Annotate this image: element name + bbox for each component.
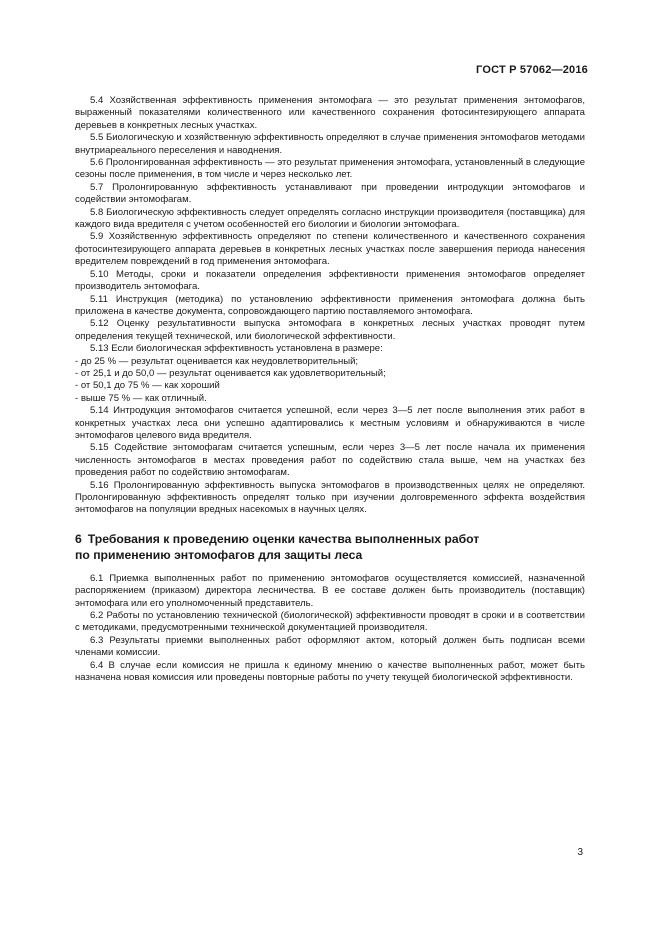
paragraph-5-11: 5.11 Инструкция (методика) по установлению эффективности применения энтомофага должна быть приложена в качестве документа, сопровождающего партию поставляемого энтомофага. — [75, 293, 585, 317]
paragraph-5-6: 5.6 Пролонгированная эффективность — это результат применения энтомофага, установленный в следующие сезоны после применения, в том числе и через несколько лет. — [75, 157, 585, 181]
paragraph-5-9: 5.9 Хозяйственную эффективность определяют по степени количественного и качественного сохранения фотосинтезирующего аппарата деревьев в конкретных лесных участках после завершения периода нанесения вредителем повреждений в год применения энтомофага. — [75, 231, 585, 268]
document-body — [75, 95, 585, 684]
paragraph-5-13: 5.13 Если биологическая эффективность установлена в размере: — [90, 343, 383, 355]
section-title-line1: Требования к проведению оценки качества выполненных работ — [87, 531, 480, 546]
list-item: - выше 75 % — как отличный. — [75, 392, 207, 404]
section-title-line2: по применению энтомофагов для защиты леса — [75, 547, 363, 562]
section-number: 6 — [75, 531, 82, 546]
paragraph-6-3: 6.3 Результаты приемки выполненных работ оформляют актом, который должен быть подписан всеми членами комиссии. — [75, 634, 585, 659]
section-heading — [75, 531, 585, 563]
paragraph-5-15: 5.15 Содействие энтомофагам считается успешным, если через 3—5 лет после начала их применения численность энтомофагов в местах проведения работ по содействию стала выше, чем на участках без проведения работ по содействию энтомофагам. — [75, 442, 585, 479]
paragraph-5-7: 5.7 Пролонгированную эффективность устанавливают при проведении интродукции энтомофагов и содействии энтомофагам. — [75, 181, 585, 206]
paragraph-5-8: 5.8 Биологическую эффективность следует определять согласно инструкции производителя (поставщика) для каждого вида вредителя с учетом особенностей его биологии и биологии энтомофага. — [75, 206, 585, 231]
list-item: - до 25 % — результат оценивается как неудовлетворительный; — [75, 355, 359, 367]
list-item: - от 25,1 и до 50,0 — результат оценивается как удовлетворительный; — [75, 367, 386, 379]
paragraph-6-1: 6.1 Приемка выполненных работ по применению энтомофагов осуществляется комиссией, назначенной распоряжением (приказом) директора лесничества. В ее составе должен быть производитель (поставщик) энтомофага или его уполномоченный представитель. — [75, 572, 585, 609]
page-number: 3 — [577, 847, 583, 858]
list-item: - от 50,1 до 75 % — как хороший — [75, 380, 220, 392]
paragraph-5-12: 5.12 Оценку результативности выпуска энтомофага в конкретных лесных участках проводят путем определения текущей технической, или биологической эффективности. — [75, 318, 585, 342]
standard-code: ГОСТ Р 57062—2016 — [476, 64, 588, 76]
paragraph-6-2: 6.2 Работы по установлению технической (биологической) эффективности проводят в сроки и в соответствии с методиками, предусмотренными технической документацией производителя. — [75, 610, 585, 634]
paragraph-5-5: 5.5 Биологическую и хозяйственную эффективность определяют в случае применения энтомофагов методами внутриареального переселения и наводнения. — [75, 132, 585, 156]
paragraph-5-10: 5.10 Методы, сроки и показатели определения эффективности применения энтомофагов определяет производитель энтомофага. — [75, 268, 585, 293]
paragraph-5-4: 5.4 Хозяйственная эффективность применения энтомофага — это результат применения энтомофагов, выраженный показателями количественного или качественного сохранения фотосинтезирующего аппарата деревьев в конкретных лесных участках. — [75, 95, 585, 131]
paragraph-5-14: 5.14 Интродукция энтомофагов считается успешной, если через 3—5 лет после выполнения этих работ в конкретных участках леса они успешно адаптировались к местным условиям и обнаруживаются в числе энтомофагов целевого вида вредителя. — [75, 405, 585, 441]
paragraph-5-16: 5.16 Пролонгированную эффективность выпуска энтомофагов в производственных целях не определяют. Пролонгированную эффективность определят только при изучении долговременного эффекта воздействия энтомофагов на популяции вредных насекомых в научных целях. — [75, 479, 585, 516]
paragraph-6-4: 6.4 В случае если комиссия не пришла к единому мнению о качестве выполненных работ, может быть назначена новая комиссия или проведены повторные работы по учету текущей биологической эффективности. — [75, 659, 585, 684]
